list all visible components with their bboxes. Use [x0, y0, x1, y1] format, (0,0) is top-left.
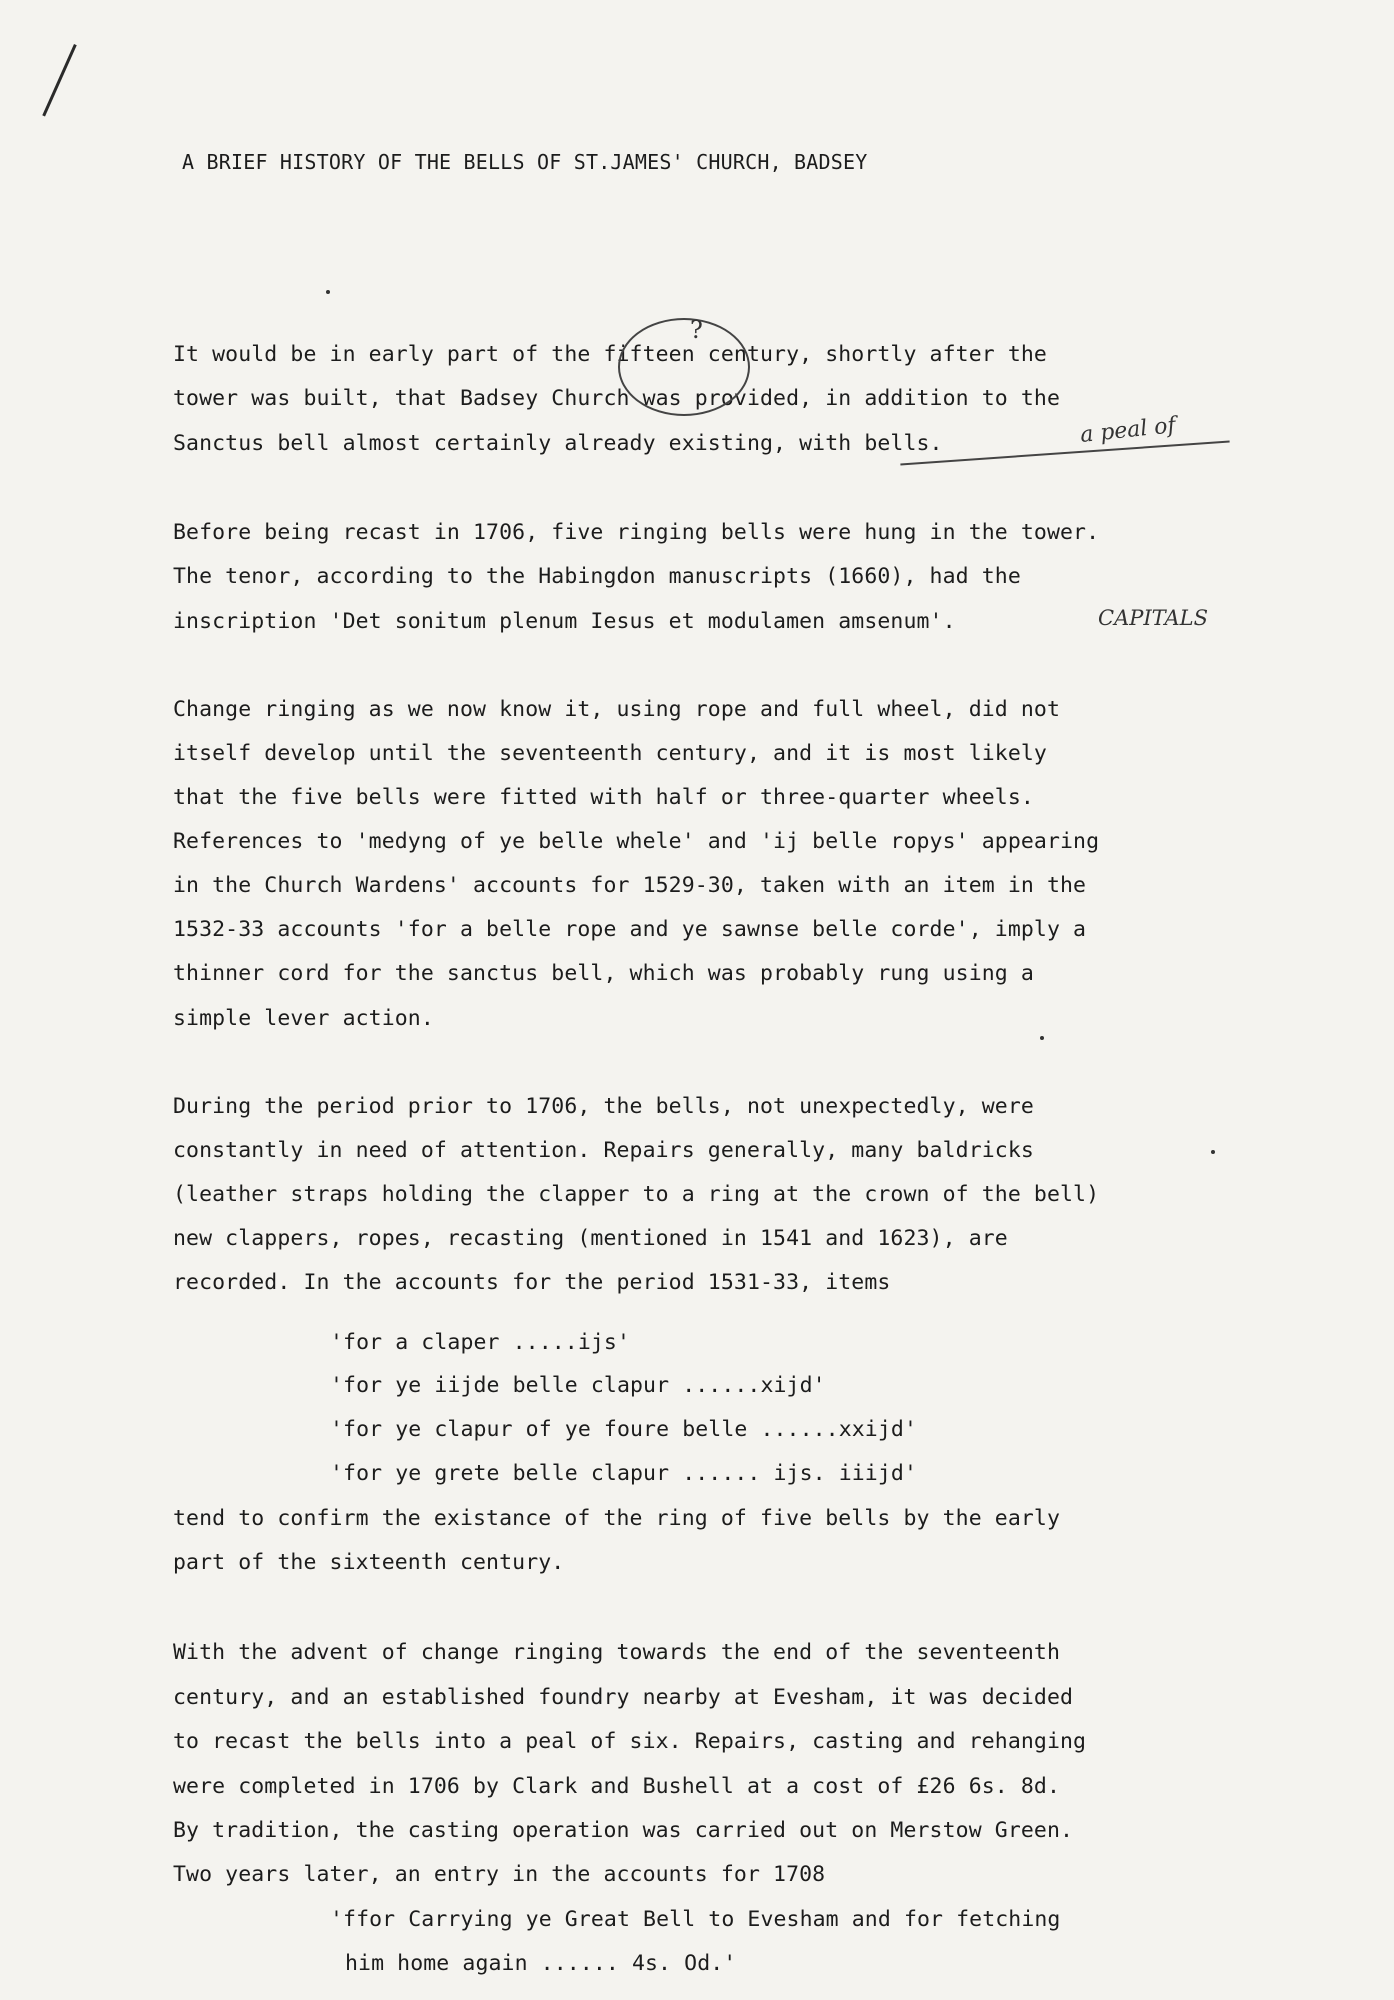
- text-line: itself develop until the seventeenth century, and it is most likely: [173, 741, 1047, 766]
- text-line: tend to confirm the existance of the ring of five bells by the early: [173, 1506, 1060, 1531]
- text-line: Change ringing as we now know it, using rope and full wheel, did not: [173, 697, 1060, 722]
- text-line: References to 'medyng of ye belle whele' and 'ij belle ropys' appearing: [173, 829, 1100, 854]
- stray-mark: [1211, 1150, 1215, 1154]
- text-line: The tenor, according to the Habingdon manuscripts (1660), had the: [173, 564, 1021, 589]
- text-line: (leather straps holding the clapper to a ring at the crown of the bell): [173, 1182, 1100, 1207]
- text-line: thinner cord for the sanctus bell, which was probably rung using a: [173, 961, 1034, 986]
- text-line: It would be in early part of the fifteen century, shortly after the: [173, 342, 1047, 367]
- text-line: 1532-33 accounts 'for a belle rope and ye sawnse belle corde', imply a: [173, 917, 1087, 942]
- handwritten-note-capitals: CAPITALS: [1098, 606, 1209, 630]
- account-item: 'for a claper .....ijs': [330, 1330, 631, 1355]
- text-line: During the period prior to 1706, the bells, not unexpectedly, were: [173, 1094, 1034, 1119]
- text-line: century, and an established foundry nearby at Evesham, it was decided: [173, 1685, 1074, 1710]
- handwritten-underline: [900, 440, 1229, 465]
- account-item: 'for ye clapur of ye foure belle ......xxijd': [330, 1417, 917, 1442]
- text-line: in the Church Wardens' accounts for 1529-30, taken with an item in the: [173, 873, 1087, 898]
- text-line: inscription 'Det sonitum plenum Iesus et modulamen amsenum'.: [173, 609, 956, 634]
- handwritten-question-mark: ?: [690, 316, 703, 344]
- quote-line: him home again ...... 4s. Od.': [345, 1951, 737, 1976]
- handwritten-circle: [618, 318, 750, 416]
- quote-line: 'ffor Carrying ye Great Bell to Evesham and for fetching: [330, 1907, 1061, 1932]
- text-line: were completed in 1706 by Clark and Bushell at a cost of £26 6s. 8d.: [173, 1774, 1060, 1799]
- margin-pen-mark: [42, 44, 76, 116]
- text-line: Two years later, an entry in the accounts for 1708: [173, 1862, 826, 1887]
- text-line: Sanctus bell almost certainly already existing, with bells.: [173, 431, 943, 456]
- text-line: Before being recast in 1706, five ringing bells were hung in the tower.: [173, 520, 1100, 545]
- handwritten-note-peal: a peal of: [1078, 413, 1177, 448]
- stray-mark: [326, 290, 330, 294]
- account-item: 'for ye iijde belle clapur ......xijd': [330, 1373, 826, 1398]
- text-line: that the five bells were fitted with half or three-quarter wheels.: [173, 785, 1034, 810]
- text-line: simple lever action.: [173, 1006, 434, 1031]
- stray-mark: [1040, 1036, 1044, 1040]
- text-line: tower was built, that Badsey Church was provided, in addition to the: [173, 386, 1060, 411]
- text-line: to recast the bells into a peal of six. Repairs, casting and rehanging: [173, 1729, 1087, 1754]
- text-line: part of the sixteenth century.: [173, 1550, 565, 1575]
- text-line: constantly in need of attention. Repairs generally, many baldricks: [173, 1138, 1034, 1163]
- account-item: 'for ye grete belle clapur ...... ijs. iiijd': [330, 1461, 917, 1486]
- text-line: By tradition, the casting operation was carried out on Merstow Green.: [173, 1818, 1074, 1843]
- text-line: recorded. In the accounts for the period 1531-33, items: [173, 1270, 891, 1295]
- text-line: new clappers, ropes, recasting (mentioned in 1541 and 1623), are: [173, 1226, 1008, 1251]
- document-title: A BRIEF HISTORY OF THE BELLS OF ST.JAMES' CHURCH, BADSEY: [182, 150, 868, 174]
- text-line: With the advent of change ringing towards the end of the seventeenth: [173, 1640, 1060, 1665]
